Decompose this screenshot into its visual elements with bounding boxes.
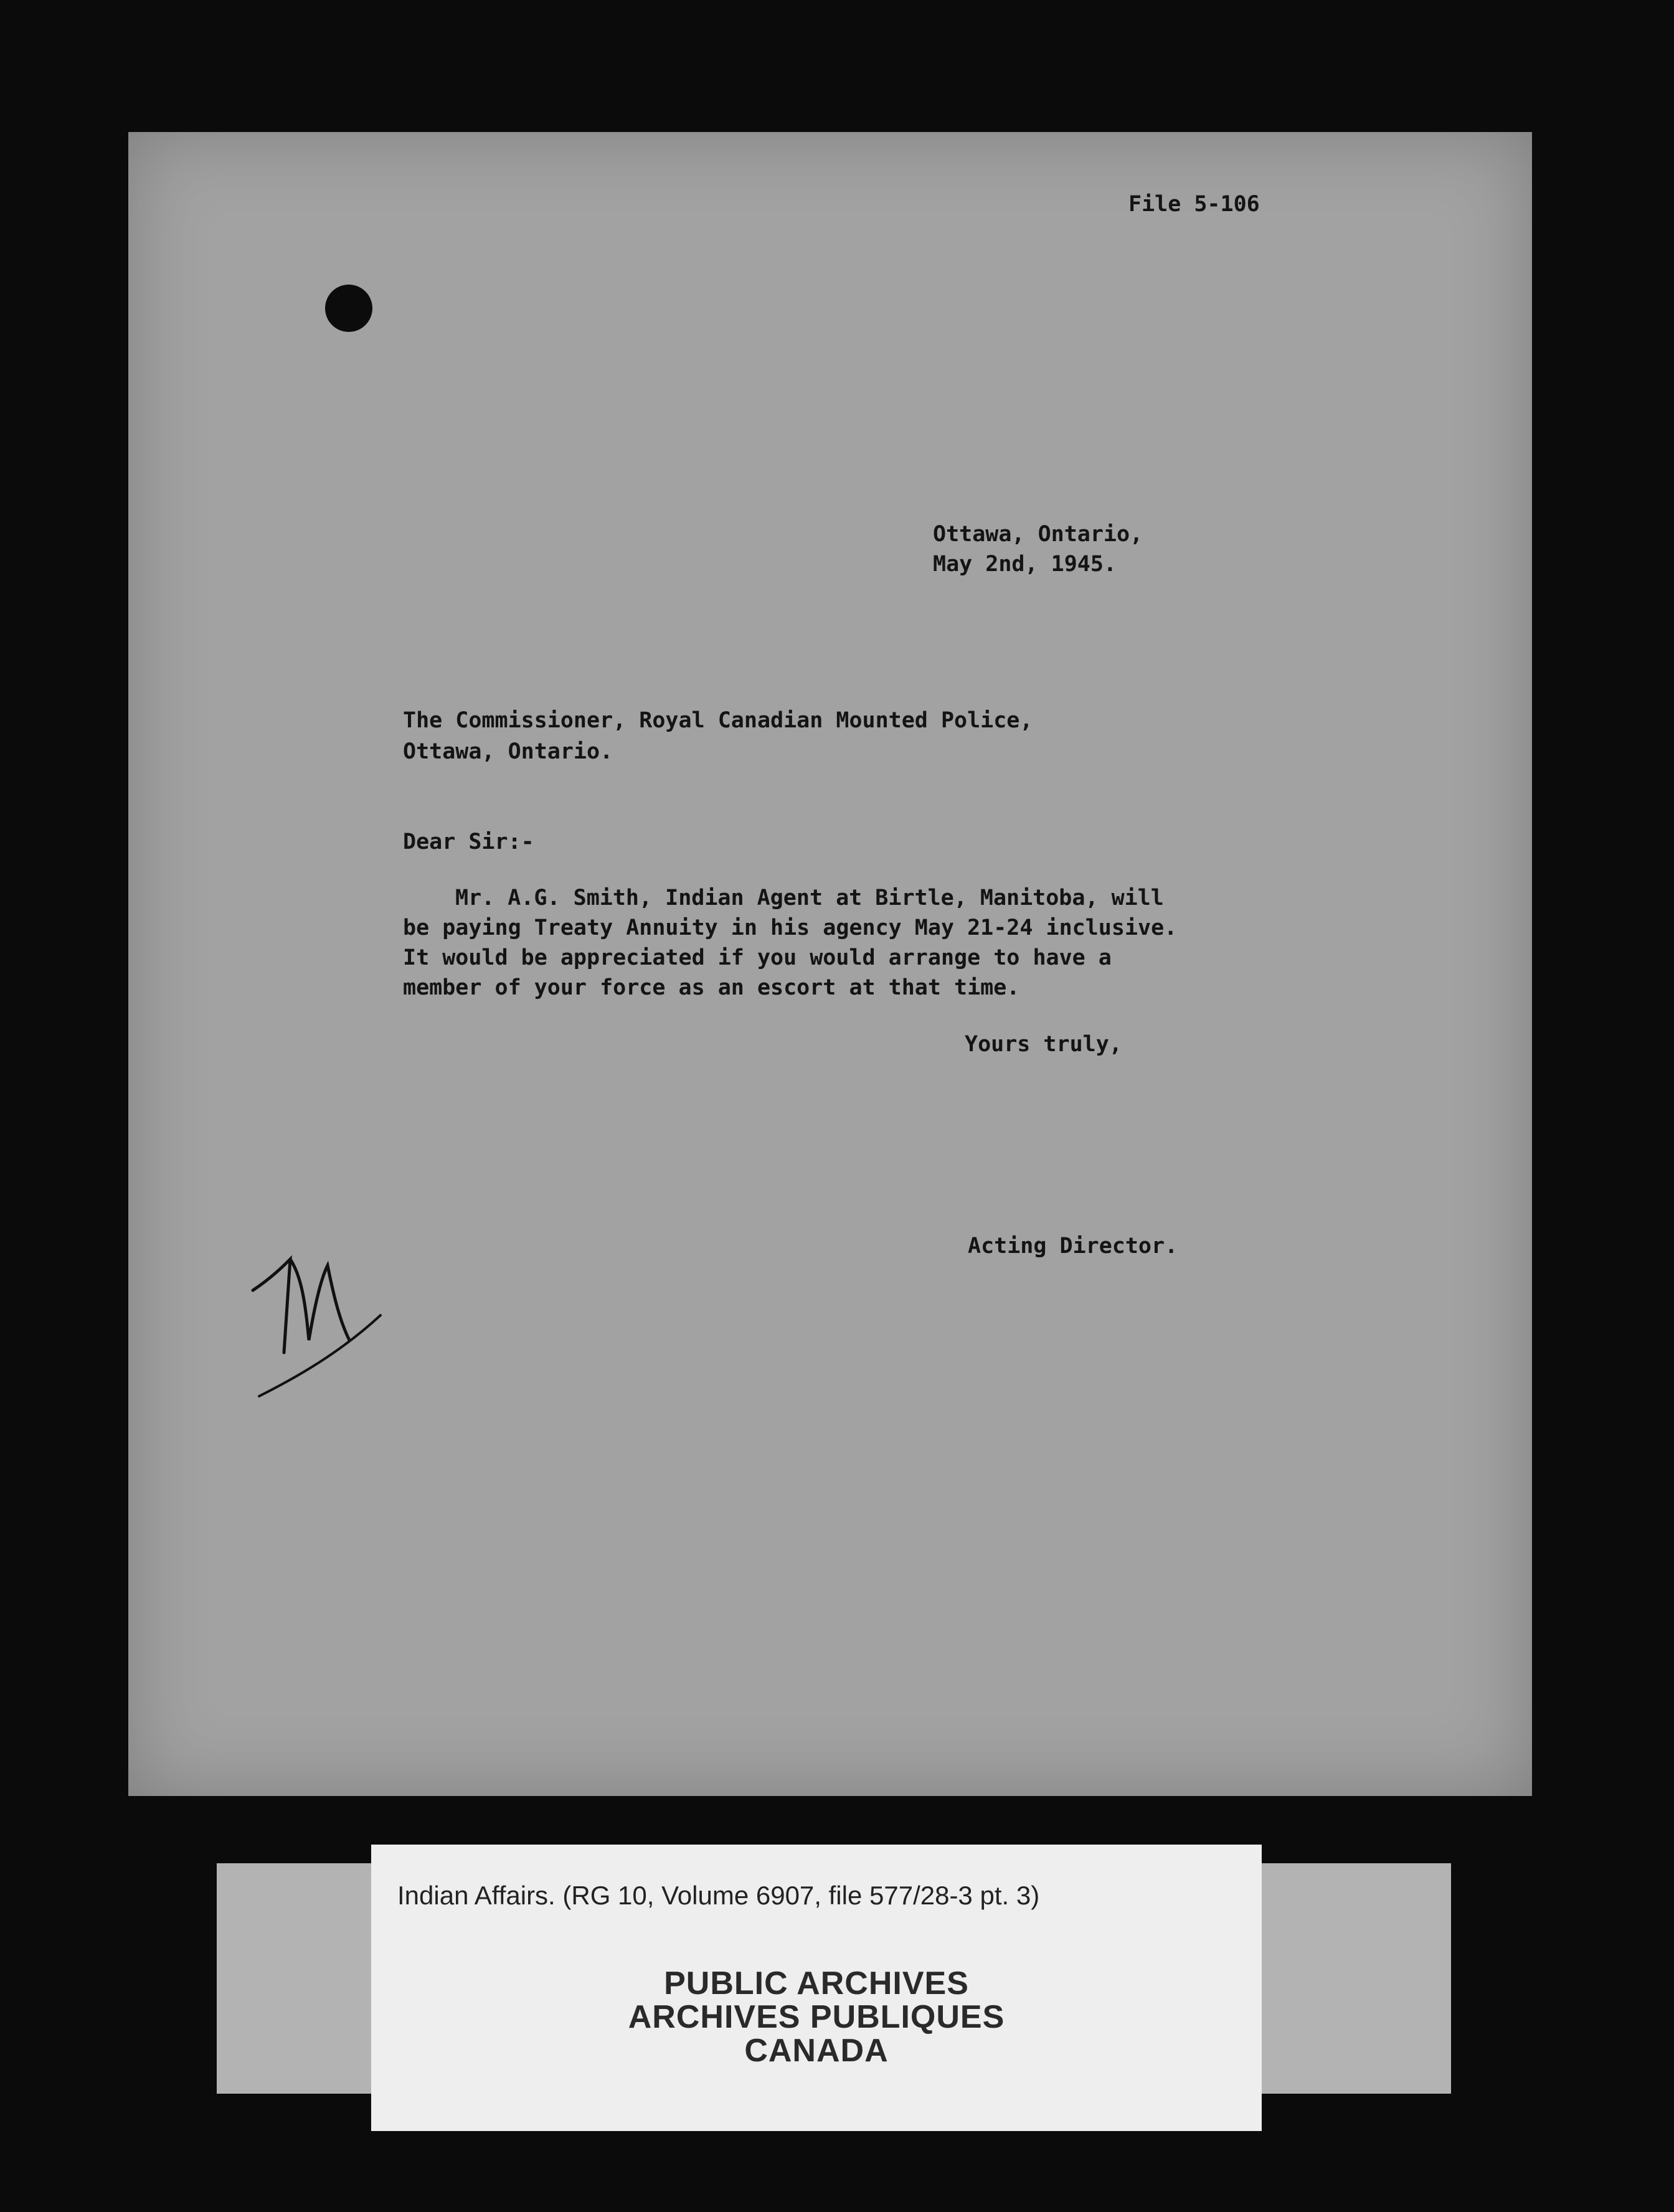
archives-stamp bbox=[371, 1967, 1262, 2068]
salutation: Dear Sir:- bbox=[403, 830, 534, 854]
file-number: File 5-106 bbox=[1128, 192, 1260, 217]
letter-date: May 2nd, 1945. bbox=[933, 552, 1117, 577]
stamp-line: ARCHIVES PUBLIQUES bbox=[628, 1999, 1005, 2035]
stamp-line: CANADA bbox=[744, 2033, 889, 2069]
body-line: It would be appreciated if you would arrange to have a bbox=[403, 945, 1112, 970]
letter-place: Ottawa, Ontario, bbox=[933, 522, 1143, 547]
recipient-line-2: Ottawa, Ontario. bbox=[403, 739, 613, 764]
closing: Yours truly, bbox=[965, 1032, 1122, 1057]
recipient-line-1: The Commissioner, Royal Canadian Mounted Police, bbox=[403, 708, 1033, 733]
body-line: be paying Treaty Annuity in his agency May 21-24 inclusive. bbox=[403, 915, 1178, 940]
body-line: member of your force as an escort at that time. bbox=[403, 975, 1020, 1000]
letter-page bbox=[128, 132, 1532, 1796]
punch-hole bbox=[325, 285, 372, 332]
body-line: Mr. A.G. Smith, Indian Agent at Birtle, Manitoba, will bbox=[455, 886, 1164, 910]
signature-title: Acting Director. bbox=[968, 1234, 1178, 1259]
archive-reference: Indian Affairs. (RG 10, Volume 6907, file 577/28-3 pt. 3) bbox=[397, 1881, 1040, 1910]
stamp-line: PUBLIC ARCHIVES bbox=[664, 1965, 969, 2002]
archive-label bbox=[371, 1845, 1262, 2131]
handwritten-initials bbox=[247, 1241, 384, 1402]
